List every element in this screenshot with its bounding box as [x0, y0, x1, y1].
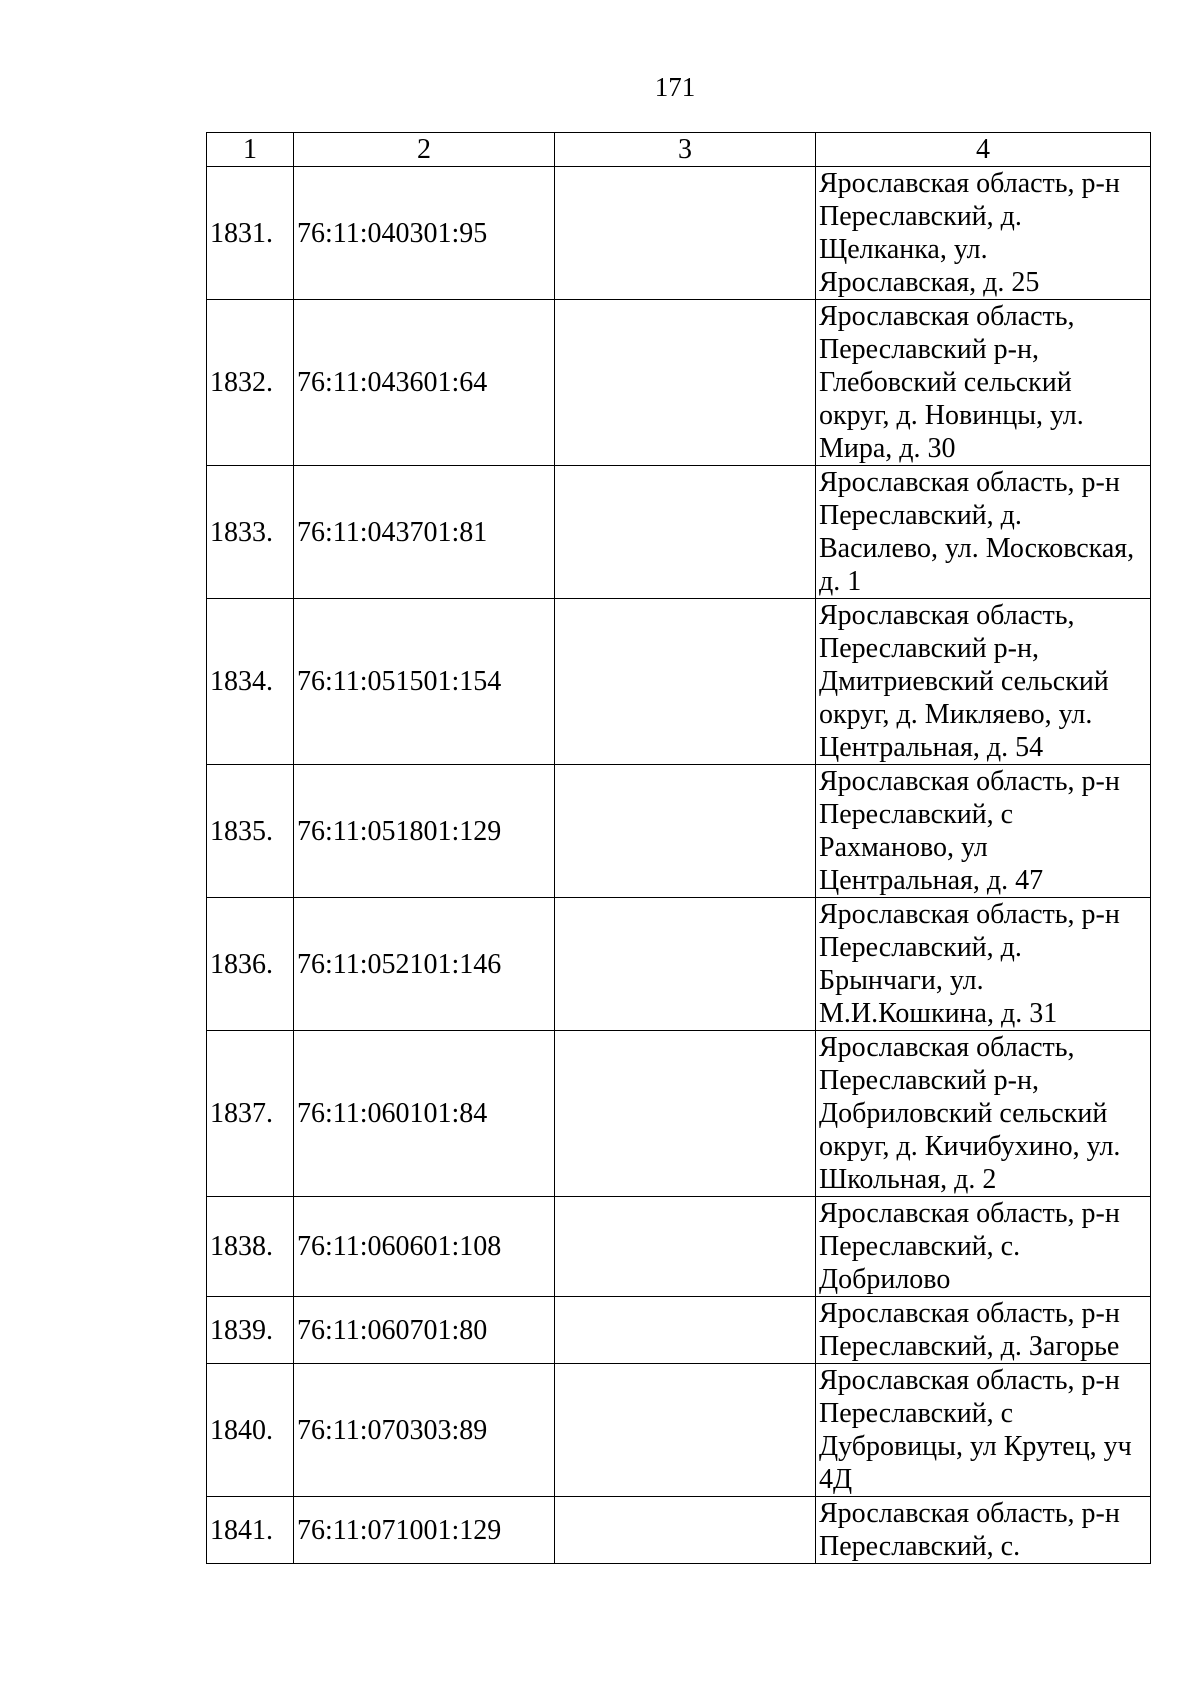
row-number: 1835.	[207, 765, 294, 898]
address-line: Переславский, с	[819, 799, 1014, 830]
cadastral-number: 76:11:060601:108	[294, 1197, 555, 1297]
address-line: Переславский, с.	[819, 1531, 1021, 1562]
row-number: 1841.	[207, 1497, 294, 1564]
column-3-cell	[555, 765, 816, 898]
row-number: 1838.	[207, 1197, 294, 1297]
column-3-cell	[555, 1497, 816, 1564]
address-line: Добриловский сельский	[819, 1098, 1108, 1129]
column-3-cell	[555, 1197, 816, 1297]
table-row	[207, 1497, 1151, 1564]
address-line: Школьная, д. 2	[819, 1164, 997, 1195]
address-line: Ярославская область, р-н	[819, 899, 1120, 930]
cadastral-number: 76:11:071001:129	[294, 1497, 555, 1564]
column-3-cell	[555, 599, 816, 765]
table-row	[207, 599, 1151, 765]
cadastral-number: 76:11:070303:89	[294, 1364, 555, 1497]
column-header-3: 3	[555, 133, 816, 167]
page-number: 171	[654, 72, 696, 102]
address-cell	[816, 1364, 1151, 1497]
address-cell	[816, 599, 1151, 765]
address-line: Ярославская, д. 25	[819, 267, 1040, 298]
address-line: Переславский, с.	[819, 1231, 1021, 1262]
address-line: Ярославская область, р-н	[819, 1498, 1120, 1529]
row-number: 1834.	[207, 599, 294, 765]
address-line: округ, д. Новинцы, ул.	[819, 400, 1084, 431]
address-cell	[816, 765, 1151, 898]
address-line: Переславский, с	[819, 1398, 1014, 1429]
registry-table	[206, 132, 1151, 1564]
address-cell	[816, 1497, 1151, 1564]
address-line: М.И.Кошкина, д. 31	[819, 998, 1058, 1029]
table-row	[207, 466, 1151, 599]
address-line: Ярославская область, р-н	[819, 766, 1120, 797]
row-number: 1831.	[207, 167, 294, 300]
address-line: Ярославская область,	[819, 301, 1075, 332]
row-number: 1833.	[207, 466, 294, 599]
address-line: Ярославская область, р-н	[819, 168, 1120, 199]
address-cell	[816, 898, 1151, 1031]
cadastral-number: 76:11:051801:129	[294, 765, 555, 898]
address-line: Дмитриевский сельский	[819, 666, 1109, 697]
row-number: 1836.	[207, 898, 294, 1031]
address-line: округ, д. Микляево, ул.	[819, 699, 1093, 730]
address-line: Мира, д. 30	[819, 433, 956, 464]
address-line: Центральная, д. 54	[819, 732, 1044, 763]
address-line: Переславский, д.	[819, 500, 1022, 531]
table-row	[207, 167, 1151, 300]
cadastral-number: 76:11:051501:154	[294, 599, 555, 765]
column-3-cell	[555, 898, 816, 1031]
address-line: Василево, ул. Московская,	[819, 533, 1135, 564]
header-row	[207, 133, 1151, 167]
cadastral-number: 76:11:043701:81	[294, 466, 555, 599]
column-3-cell	[555, 167, 816, 300]
column-header-2: 2	[294, 133, 555, 167]
table-row	[207, 1197, 1151, 1297]
address-line: Переславский, д.	[819, 201, 1022, 232]
row-number: 1840.	[207, 1364, 294, 1497]
table-row	[207, 1031, 1151, 1197]
address-line: 4Д	[819, 1464, 853, 1495]
cadastral-number: 76:11:040301:95	[294, 167, 555, 300]
column-3-cell	[555, 1031, 816, 1197]
cadastral-number: 76:11:043601:64	[294, 300, 555, 466]
address-cell	[816, 1197, 1151, 1297]
column-3-cell	[555, 1364, 816, 1497]
row-number: 1832.	[207, 300, 294, 466]
row-number: 1839.	[207, 1297, 294, 1364]
column-header-1: 1	[207, 133, 294, 167]
column-3-cell	[555, 300, 816, 466]
address-line: Ярославская область,	[819, 600, 1075, 631]
address-line: Переславский р-н,	[819, 633, 1039, 664]
address-line: Дубровицы, ул Крутец, уч	[819, 1431, 1132, 1462]
table-row	[207, 1297, 1151, 1364]
address-line: Переславский, д. Загорье	[819, 1331, 1120, 1362]
cadastral-number: 76:11:060701:80	[294, 1297, 555, 1364]
cadastral-number: 76:11:060101:84	[294, 1031, 555, 1197]
address-line: д. 1	[819, 566, 862, 597]
address-cell	[816, 300, 1151, 466]
table-row	[207, 1364, 1151, 1497]
address-line: Рахманово, ул	[819, 832, 988, 863]
address-line: Переславский, д.	[819, 932, 1022, 963]
address-line: Ярославская область, р-н	[819, 1365, 1120, 1396]
address-line: Ярославская область, р-н	[819, 467, 1120, 498]
cadastral-number: 76:11:052101:146	[294, 898, 555, 1031]
address-cell	[816, 466, 1151, 599]
address-line: Глебовский сельский	[819, 367, 1072, 398]
address-cell	[816, 1031, 1151, 1197]
column-3-cell	[555, 466, 816, 599]
table-row	[207, 898, 1151, 1031]
address-line: Ярославская область, р-н	[819, 1198, 1120, 1229]
address-cell	[816, 1297, 1151, 1364]
table-row	[207, 300, 1151, 466]
address-line: округ, д. Кичибухино, ул.	[819, 1131, 1121, 1162]
row-number: 1837.	[207, 1031, 294, 1197]
address-line: Ярославская область,	[819, 1032, 1075, 1063]
address-line: Переславский р-н,	[819, 334, 1039, 365]
address-line: Ярославская область, р-н	[819, 1298, 1120, 1329]
address-line: Брынчаги, ул.	[819, 965, 984, 996]
address-line: Щелканка, ул.	[819, 234, 988, 265]
table-row	[207, 765, 1151, 898]
address-line: Добрилово	[819, 1264, 951, 1295]
column-header-4: 4	[816, 133, 1151, 167]
column-3-cell	[555, 1297, 816, 1364]
address-line: Переславский р-н,	[819, 1065, 1039, 1096]
address-line: Центральная, д. 47	[819, 865, 1044, 896]
address-cell	[816, 167, 1151, 300]
